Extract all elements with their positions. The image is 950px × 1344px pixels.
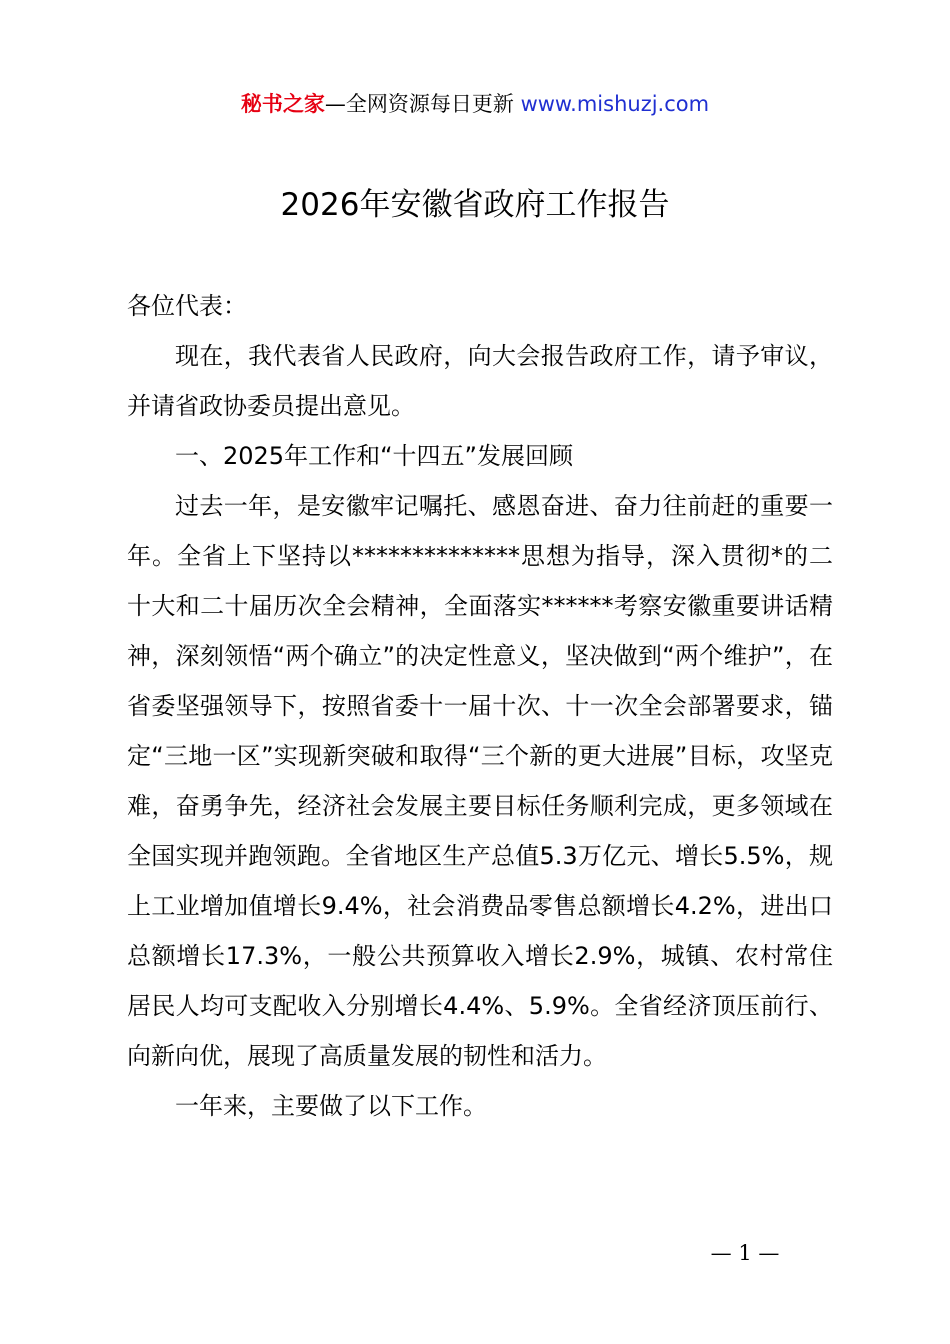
paragraph: 一年来，主要做了以下工作。 (175, 1092, 487, 1120)
site-url-link[interactable]: www.mishuzj.com (520, 92, 710, 116)
document-title: 2026年安徽省政府工作报告 (280, 187, 670, 223)
document-body (127, 281, 833, 1131)
paragraph: 过去一年，是安徽牢记嘱托、感恩奋进、奋力往前赶的重要一年。全省上下坚持以**************思想为指导，深入贯彻*的二十大和二十届历次全会精神，全面落实******考察安徽重要讲话精神，深刻领悟“两个确立”的决定性意义，坚决做到“两个维护”，在省委坚强领导下，按照省委十一届十次、十一次全会部署要求，锚定“三地一区”实现新突破和取得“三个新的更大进展”目标，攻坚克难，奋勇争先，经济社会发展主要目标任务顺利完成，更多领域在全国实现并跑领跑。全省地区生产总值5.3万亿元、增长5.5%，规上工业增加值增长9.4%，社会消费品零售总额增长4.2%，进出口总额增长17.3%，一般公共预算收入增长2.9%，城镇、农村常住居民人均可支配收入分别增长4.4%、5.9%。全省经济顶压前行、向新向优，展现了高质量发展的韧性和活力。 (127, 492, 833, 1070)
header-tagline: —全网资源每日更新 (324, 92, 521, 116)
salutation: 各位代表： (127, 292, 247, 320)
page-number: — 1 — (710, 1241, 780, 1265)
paragraph: 现在，我代表省人民政府，向大会报告政府工作，请予审议，并请省政协委员提出意见。 (127, 342, 833, 420)
brand-name: 秘书之家 (240, 92, 325, 116)
section-heading: 一、2025年工作和“十四五”发展回顾 (175, 442, 573, 470)
site-header (0, 88, 950, 120)
